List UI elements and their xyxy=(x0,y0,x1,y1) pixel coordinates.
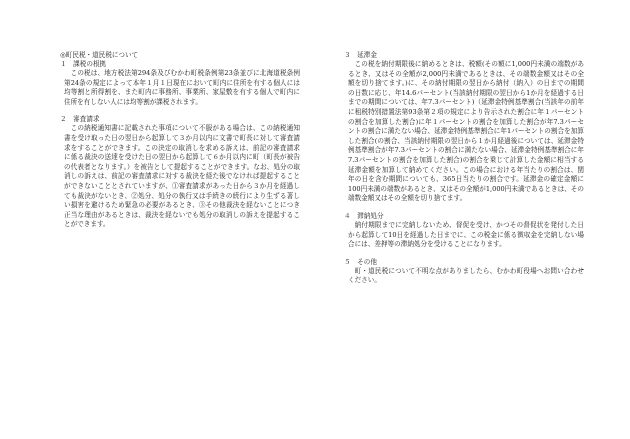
section-heading-delinquency: ４ 滞納処分 xyxy=(344,211,384,220)
section-body-delinquency: 納付期限までに完納しないため、督促を受け、かつその督促状を発付した日から起算して10日を経過した日までに、この税金に係る徴収金を完納しない場合には、差押等の滞納処分を受けることになります。 xyxy=(348,220,584,249)
section-heading-appeal: ２ 審査請求 xyxy=(60,115,100,124)
section-body-late-fee: この税を納付期限後に納めるときは、税額(その額に1,000円未満の端数があるとき、又はその全額が2,000円未満であるときは、その端数金額又はその全額を切り捨てます。)に、その納付期限の翌日から納付（納入）の日までの期間の日数に応じ、年14.6パーセント(当該納付期限の翌日から1か月を経過する日までの期間については、年7.3パーセント)（延滞金特例基準割合(当該年の前年に租税特別措置法第93条第２項の規定により告示された割合に年１パーセントの割合を加算した割合)に年１パーセントの割合を加算した割合が年7.3パーセントの割合に満たない場合、延滞金特例基準割合に年1パーセントの割合を加算した割合(の割合、当該納付期限の翌日から１か月経過後については、延滞金特例基準割合が年7.3パーセントの割合に満たない場合、延滞金特例基準割合に年7.3パーセントの割合を加算した割合)の割合を乗じて計算した金額に相当する延滞金額を加算して納めてください。この場合における年当たりの割合は、閏年の日を含む期間についても、365日当たりの割合です。延滞金の確定金額に100円未満の端数があるとき、又はその全額が1,000円未満であるときは、その端数金額又はその全額を切り捨てます。 xyxy=(348,60,584,203)
document-title: ◎町民税・道民税について xyxy=(60,51,139,59)
section-heading-late-fee: ３ 延滞金 xyxy=(344,51,377,59)
section-body-other: 町・道民税について不明な点がありましたら、むかわ町役場へお問い合わせください。 xyxy=(348,266,584,285)
right-column xyxy=(344,51,584,286)
section-body-basis: この税は、地方税法第294条及びむかわ町税条例第23条並びに北海道税条例第24条の規定によって本年１月１日現在において町内に住所を有する個人には均等割と所得割を、また町内に事務所、事業所、家屋敷を有する個人で町内に住所を有しない人には均等割が課税されます。 xyxy=(64,69,300,106)
left-column xyxy=(60,51,300,230)
section-heading-other: ５ その他 xyxy=(344,257,377,266)
section-heading-basis: １ 課税の根拠 xyxy=(60,60,107,68)
section-body-appeal: この納税通知書に記載された事項について不服がある場合は、この納税通知書を受け取った日の翌日から起算して３か月以内に文書で町長に対して審査請求をすることができます。この決定の取消しを求める訴えは、前記の審査請求に係る裁決の送達を受けた日の翌日から起算して６か月以内に町（町長が被告の代表者となります。）を被告として提起することができます。なお、処分の取消しの訴えは、前記の審査請求に対する裁決を経た後でなければ提起することができないこととされていますが、①審査請求があった日から３か月を経過しても裁決がないとき、②処分、処分の執行又は手続きの続行により生ずる著しい損害を避けるため緊急の必要があるとき、③その他裁決を経ないことにつき正当な理由があるときは、裁決を経ないでも処分の取消しの訴えを提起することができます。 xyxy=(64,124,300,229)
